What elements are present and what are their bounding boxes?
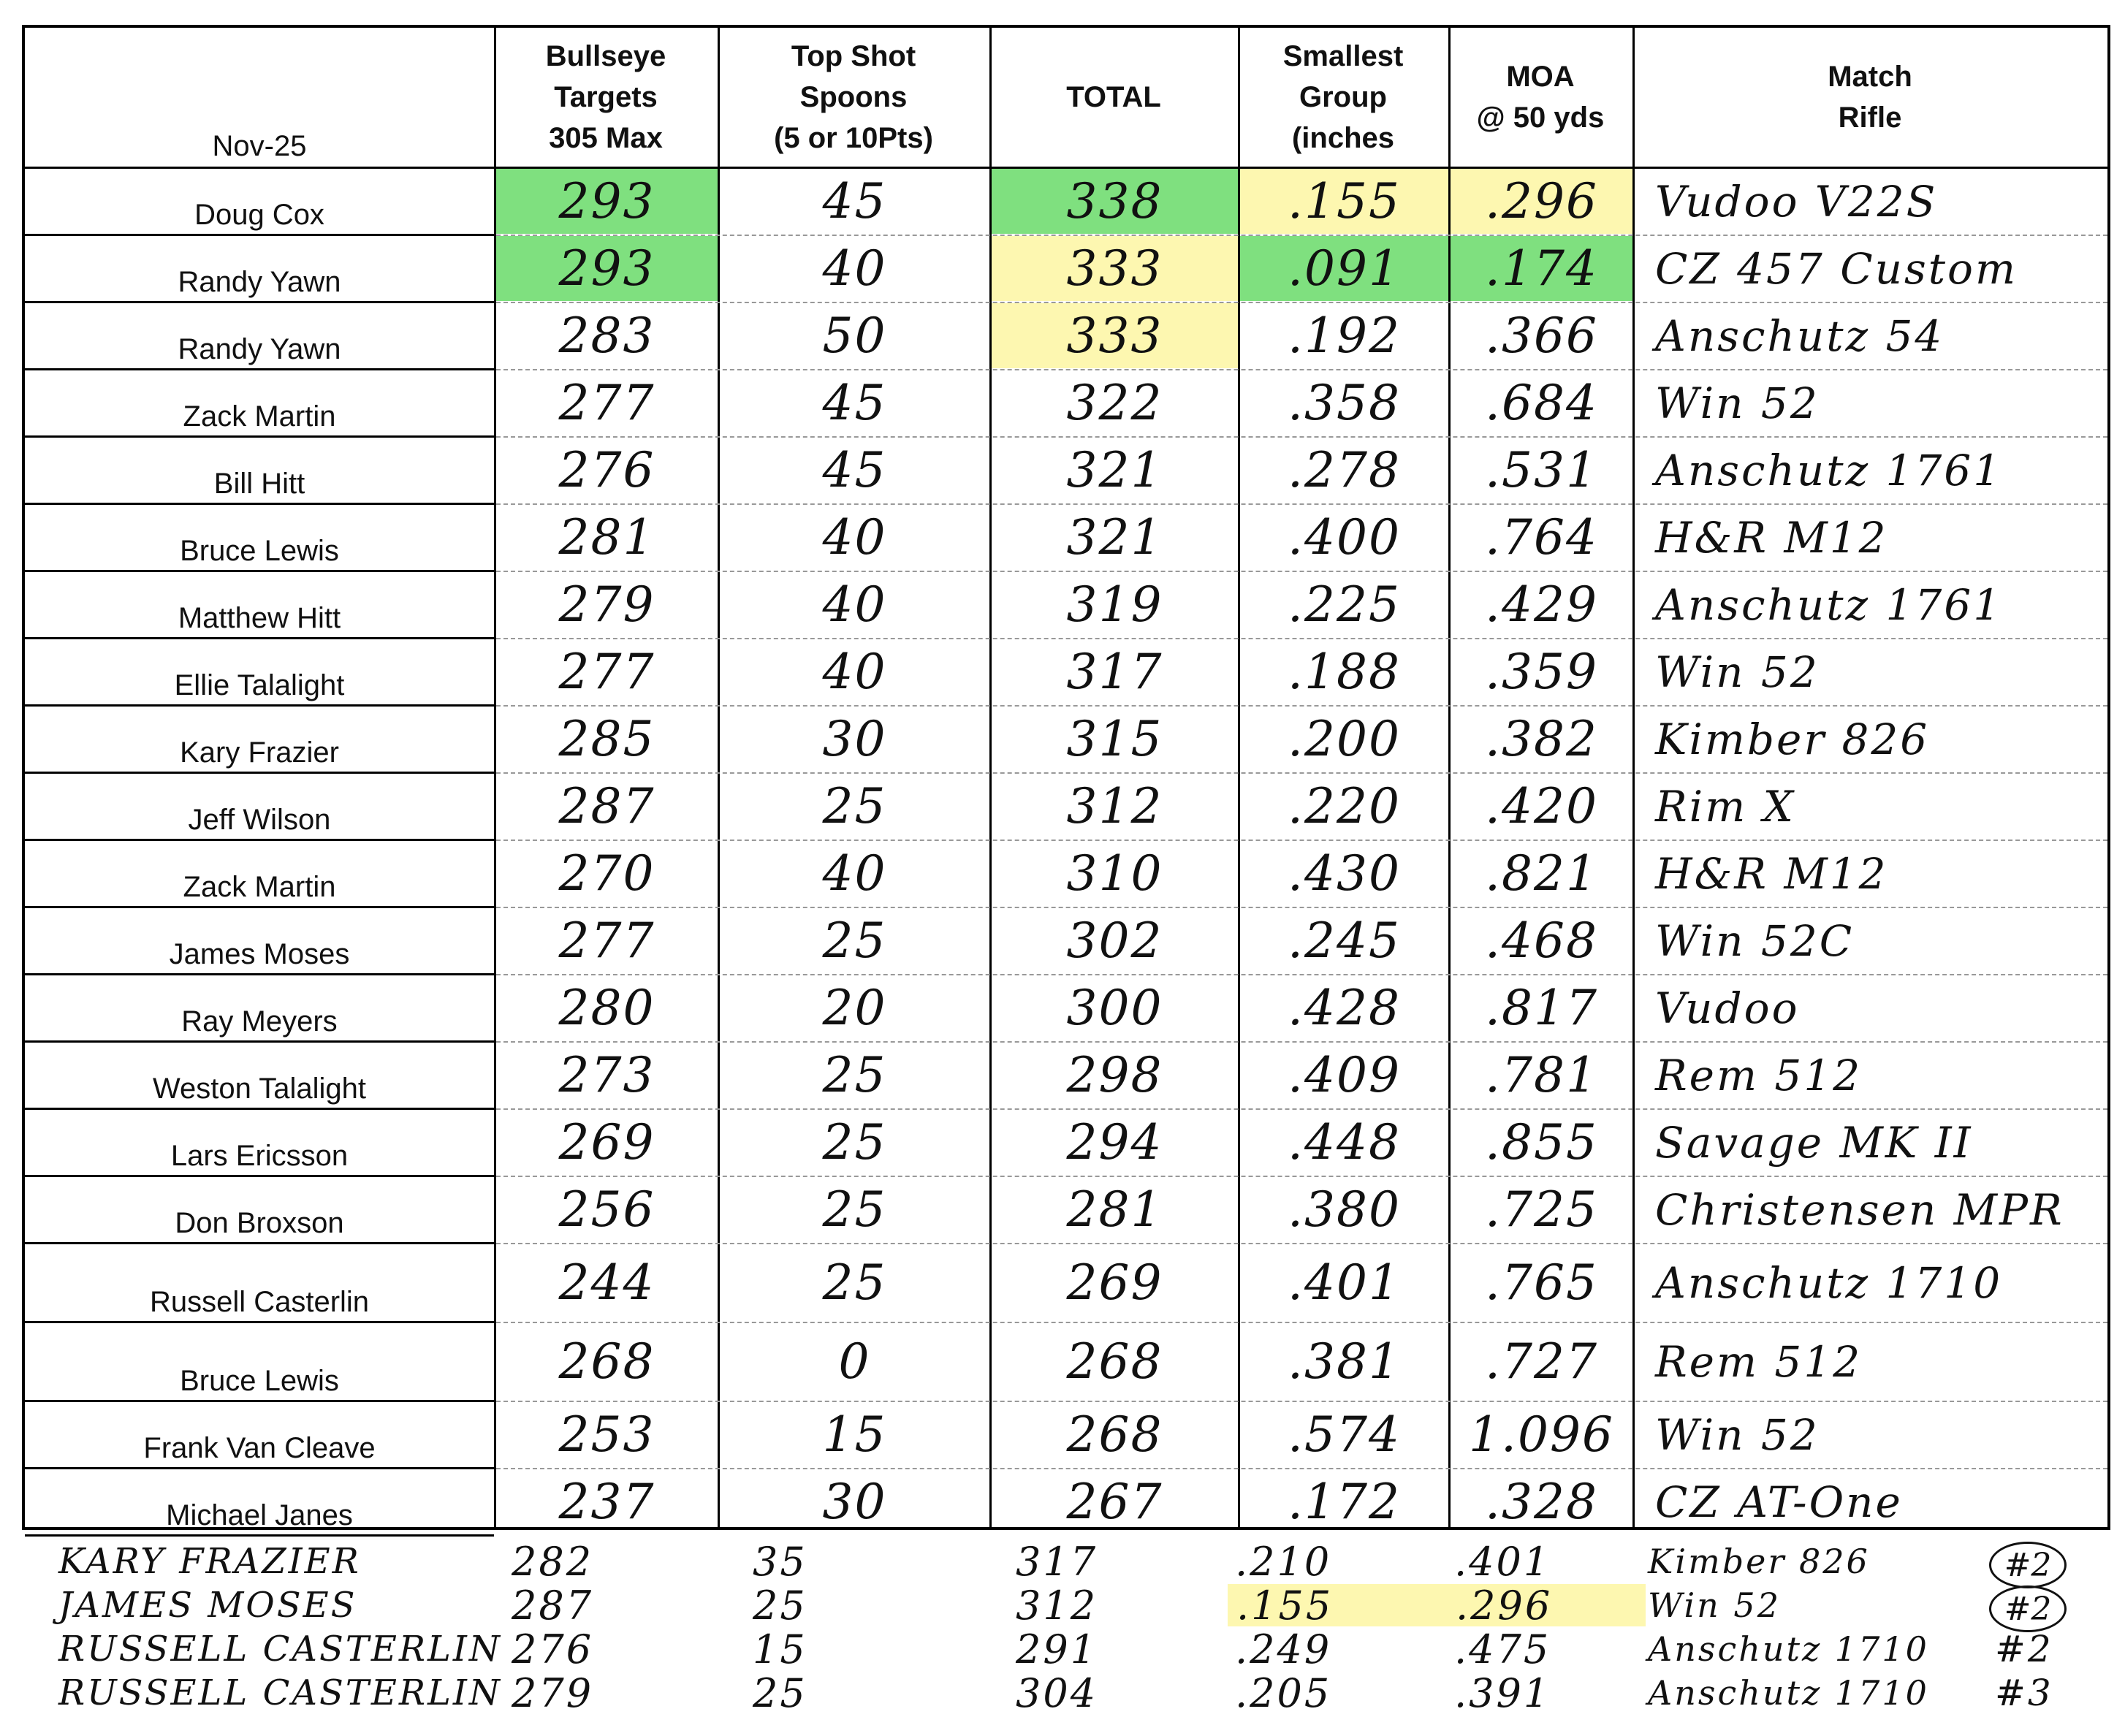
cell-bullseye: 293	[496, 236, 718, 301]
cell-topshot: 40	[822, 509, 887, 566]
cell-rifle: Savage MK II	[1655, 1117, 1973, 1168]
cell-group: .188	[1288, 644, 1401, 700]
player-name: Kary Frazier	[180, 736, 339, 769]
cell-topshot: 15	[822, 1406, 887, 1463]
cell-group: .380	[1288, 1181, 1401, 1238]
extra-moa: .391	[1454, 1670, 1551, 1716]
extra-name: JAMES MOSES	[58, 1585, 357, 1626]
cell-moa: .821	[1485, 845, 1598, 902]
cell-group: .430	[1288, 845, 1401, 902]
cell-bullseye: 279	[558, 576, 655, 633]
cell-total: 298	[1066, 1047, 1163, 1103]
header-top-shot	[718, 28, 989, 167]
player-name: Ellie Talalight	[174, 669, 345, 701]
cell-topshot: 25	[822, 1047, 887, 1103]
extra-rifle: Win 52	[1648, 1585, 1781, 1625]
player-name: Zack Martin	[183, 400, 336, 433]
extra-rifle: Kimber 826	[1648, 1542, 1870, 1581]
extra-bullseye: 279	[512, 1670, 594, 1716]
cell-bullseye: 280	[558, 980, 655, 1036]
cell-bullseye: 277	[558, 375, 655, 431]
cell-moa: .765	[1485, 1255, 1598, 1311]
extra-topshot: 15	[753, 1626, 807, 1672]
header-smallest-group-line: Smallest	[1282, 40, 1404, 72]
player-name: James Moses	[169, 938, 350, 970]
cell-topshot: 50	[822, 308, 887, 364]
extra-bullseye: 282	[512, 1538, 594, 1585]
cell-rifle: Win 52	[1655, 1409, 1820, 1460]
cell-topshot: 45	[822, 375, 887, 431]
cell-moa: .420	[1485, 778, 1598, 834]
results-table	[22, 25, 2110, 1530]
cell-total: 312	[1066, 778, 1163, 834]
cell-topshot: 25	[822, 913, 887, 969]
player-name: Matthew Hitt	[178, 602, 341, 634]
cell-rifle: Christensen MPR	[1655, 1184, 2064, 1235]
header-smallest-group-line: Group	[1299, 81, 1387, 113]
date-label: Nov-25	[212, 130, 307, 162]
cell-moa: .366	[1485, 308, 1598, 364]
circled-note: #2	[1989, 1542, 2067, 1588]
cell-topshot: 30	[822, 1474, 887, 1530]
cell-rifle: Rem 512	[1655, 1050, 1863, 1100]
extra-bullseye: 276	[512, 1626, 594, 1672]
cell-bullseye: 269	[558, 1114, 655, 1170]
cell-bullseye: 277	[558, 644, 655, 700]
cell-group: .400	[1288, 509, 1401, 566]
cell-moa: .382	[1485, 711, 1598, 767]
circled-note: #2	[1989, 1585, 2067, 1632]
cell-group: .358	[1288, 375, 1401, 431]
extra-topshot: 25	[753, 1582, 807, 1629]
cell-topshot: 45	[822, 173, 887, 229]
cell-total: 322	[1066, 375, 1163, 431]
cell-moa: .817	[1485, 980, 1598, 1036]
player-name: Zack Martin	[183, 871, 336, 903]
cell-topshot: 25	[822, 778, 887, 834]
cell-rifle: CZ 457 Custom	[1655, 243, 2018, 294]
cell-group: .245	[1288, 913, 1401, 969]
cell-total: 310	[1066, 845, 1163, 902]
extra-total: 317	[1016, 1538, 1098, 1585]
extra-name: KARY FRAZIER	[58, 1541, 361, 1582]
cell-total: 315	[1066, 711, 1163, 767]
header-moa	[1448, 28, 1632, 167]
cell-moa: .727	[1485, 1333, 1598, 1390]
cell-total: 294	[1066, 1114, 1163, 1170]
cell-rifle: Win 52	[1655, 378, 1820, 428]
extra-total: 291	[1016, 1626, 1098, 1672]
cell-bullseye: 276	[558, 442, 655, 498]
cell-moa: .296	[1451, 169, 1632, 234]
extra-name: RUSSELL CASTERLIN	[58, 1629, 502, 1670]
cell-total: 333	[992, 303, 1238, 368]
cell-rifle: Kimber 826	[1655, 714, 1930, 764]
cell-group: .220	[1288, 778, 1401, 834]
header-moa-line: MOA	[1506, 61, 1575, 93]
extra-rifle: Anschutz 1710	[1648, 1629, 1929, 1669]
header-bullseye-line: Targets	[554, 81, 658, 113]
extra-note: #3	[1995, 1672, 2053, 1714]
cell-rifle: CZ AT-One	[1655, 1477, 1903, 1527]
cell-group: .200	[1288, 711, 1401, 767]
cell-rifle: Rim X	[1655, 781, 1795, 831]
player-name: Don Broxson	[175, 1207, 344, 1239]
cell-moa: .855	[1485, 1114, 1598, 1170]
cell-moa: .174	[1451, 236, 1632, 301]
cell-moa: .781	[1485, 1047, 1598, 1103]
player-name: Michael Janes	[166, 1499, 353, 1531]
cell-group: .091	[1240, 236, 1448, 301]
extra-group: .205	[1235, 1670, 1332, 1716]
cell-rifle: H&R M12	[1655, 848, 1888, 899]
cell-topshot: 25	[822, 1114, 887, 1170]
extra-moa: .401	[1454, 1538, 1551, 1585]
cell-total: 317	[1066, 644, 1163, 700]
header-match-rifle-line: Match	[1828, 61, 1912, 93]
cell-bullseye: 277	[558, 913, 655, 969]
cell-topshot: 25	[822, 1181, 887, 1238]
cell-group: .448	[1288, 1114, 1401, 1170]
cell-moa: .684	[1485, 375, 1598, 431]
cell-topshot: 25	[822, 1255, 887, 1311]
cell-group: .225	[1288, 576, 1401, 633]
cell-topshot: 40	[822, 845, 887, 902]
cell-total: 268	[1066, 1333, 1163, 1390]
player-name: Bruce Lewis	[180, 535, 339, 567]
player-name: Ray Meyers	[181, 1005, 338, 1038]
extra-group: .249	[1235, 1626, 1332, 1672]
extra-rifle: Anschutz 1710	[1648, 1673, 1929, 1713]
cell-topshot: 20	[822, 980, 887, 1036]
header-bullseye-line: 305 Max	[549, 122, 663, 154]
cell-group: .172	[1288, 1474, 1401, 1530]
cell-moa: .359	[1485, 644, 1598, 700]
header-moa-line: @ 50 yds	[1476, 102, 1605, 134]
cell-rifle: Win 52	[1655, 647, 1820, 697]
cell-moa: .725	[1485, 1181, 1598, 1238]
header-bullseye-line: Bullseye	[545, 40, 666, 72]
cell-moa: .468	[1485, 913, 1598, 969]
cell-bullseye: 281	[558, 509, 655, 566]
cell-group: .409	[1288, 1047, 1401, 1103]
cell-rifle: Rem 512	[1655, 1336, 1863, 1387]
cell-total: 338	[992, 169, 1238, 234]
extra-note: #2	[1995, 1628, 2053, 1670]
player-name: Frank Van Cleave	[143, 1432, 376, 1464]
cell-group: .574	[1288, 1406, 1401, 1463]
header-match-rifle-line: Rifle	[1838, 102, 1902, 134]
cell-rifle: Anschutz 1761	[1655, 445, 2003, 495]
header-total-line: TOTAL	[1066, 81, 1161, 113]
cell-total: 300	[1066, 980, 1163, 1036]
header-match-rifle	[1632, 28, 2107, 167]
cell-total: 281	[1066, 1181, 1163, 1238]
extra-bullseye: 287	[512, 1582, 594, 1629]
cell-bullseye: 287	[558, 778, 655, 834]
cell-topshot: 40	[822, 644, 887, 700]
extra-total: 304	[1016, 1670, 1098, 1716]
extra-group: .155	[1228, 1584, 1456, 1626]
cell-total: 268	[1066, 1406, 1163, 1463]
cell-group: .192	[1288, 308, 1401, 364]
cell-topshot: 0	[838, 1333, 871, 1390]
header-top-shot-line: (5 or 10Pts)	[774, 122, 933, 154]
cell-total: 302	[1066, 913, 1163, 969]
cell-rifle: Win 52C	[1655, 915, 1855, 966]
cell-bullseye: 253	[558, 1406, 655, 1463]
player-name: Bill Hitt	[213, 468, 305, 500]
player-name: Weston Talalight	[152, 1073, 367, 1105]
cell-topshot: 40	[822, 240, 887, 297]
cell-total: 321	[1066, 509, 1163, 566]
extra-total: 312	[1016, 1582, 1098, 1629]
cell-moa: 1.096	[1469, 1406, 1614, 1463]
extra-moa: .296	[1447, 1584, 1646, 1626]
header-smallest-group	[1238, 28, 1448, 167]
cell-total: 319	[1066, 576, 1163, 633]
cell-moa: .531	[1485, 442, 1598, 498]
extra-topshot: 35	[753, 1538, 807, 1585]
player-name: Randy Yawn	[178, 333, 341, 365]
cell-bullseye: 256	[558, 1181, 655, 1238]
cell-group: .278	[1288, 442, 1401, 498]
player-name: Randy Yawn	[178, 266, 341, 298]
cell-bullseye: 244	[558, 1255, 655, 1311]
cell-group: .428	[1288, 980, 1401, 1036]
header-top-shot-line: Spoons	[799, 81, 908, 113]
cell-rifle: Anschutz 54	[1655, 311, 1945, 361]
cell-moa: .429	[1485, 576, 1598, 633]
cell-bullseye: 237	[558, 1474, 655, 1530]
cell-topshot: 40	[822, 576, 887, 633]
cell-topshot: 45	[822, 442, 887, 498]
cell-group: .155	[1240, 169, 1448, 234]
cell-total: 269	[1066, 1255, 1163, 1311]
cell-rifle: Anschutz 1710	[1655, 1257, 2003, 1308]
cell-total: 267	[1066, 1474, 1163, 1530]
header-smallest-group-line: (inches	[1291, 122, 1395, 154]
cell-group: .381	[1288, 1333, 1401, 1390]
cell-bullseye: 268	[558, 1333, 655, 1390]
extra-name: RUSSELL CASTERLIN	[58, 1672, 502, 1713]
player-name: Lars Ericsson	[170, 1140, 349, 1172]
cell-moa: .328	[1485, 1474, 1598, 1530]
cell-rifle: Anschutz 1761	[1655, 579, 2003, 630]
cell-bullseye: 273	[558, 1047, 655, 1103]
extra-group: .210	[1235, 1538, 1332, 1585]
cell-rifle: Vudoo	[1655, 983, 1800, 1033]
cell-group: .401	[1288, 1255, 1401, 1311]
cell-moa: .764	[1485, 509, 1598, 566]
player-name: Jeff Wilson	[188, 804, 331, 836]
player-name: Russell Casterlin	[149, 1286, 370, 1318]
header-top-shot-line: Top Shot	[791, 40, 916, 72]
cell-topshot: 30	[822, 711, 887, 767]
cell-rifle: Vudoo V22S	[1655, 176, 1938, 226]
extra-moa: .475	[1454, 1626, 1551, 1672]
cell-bullseye: 270	[558, 845, 655, 902]
header-bullseye	[494, 28, 718, 167]
cell-rifle: H&R M12	[1655, 512, 1888, 563]
player-name: Doug Cox	[194, 199, 324, 231]
row-divider	[25, 1534, 494, 1537]
cell-bullseye: 285	[558, 711, 655, 767]
cell-bullseye: 283	[558, 308, 655, 364]
header-total	[989, 28, 1238, 167]
cell-total: 321	[1066, 442, 1163, 498]
player-name: Bruce Lewis	[180, 1365, 339, 1397]
header-date	[25, 28, 494, 177]
extra-topshot: 25	[753, 1670, 807, 1716]
cell-total: 333	[992, 236, 1238, 301]
cell-bullseye: 293	[496, 169, 718, 234]
